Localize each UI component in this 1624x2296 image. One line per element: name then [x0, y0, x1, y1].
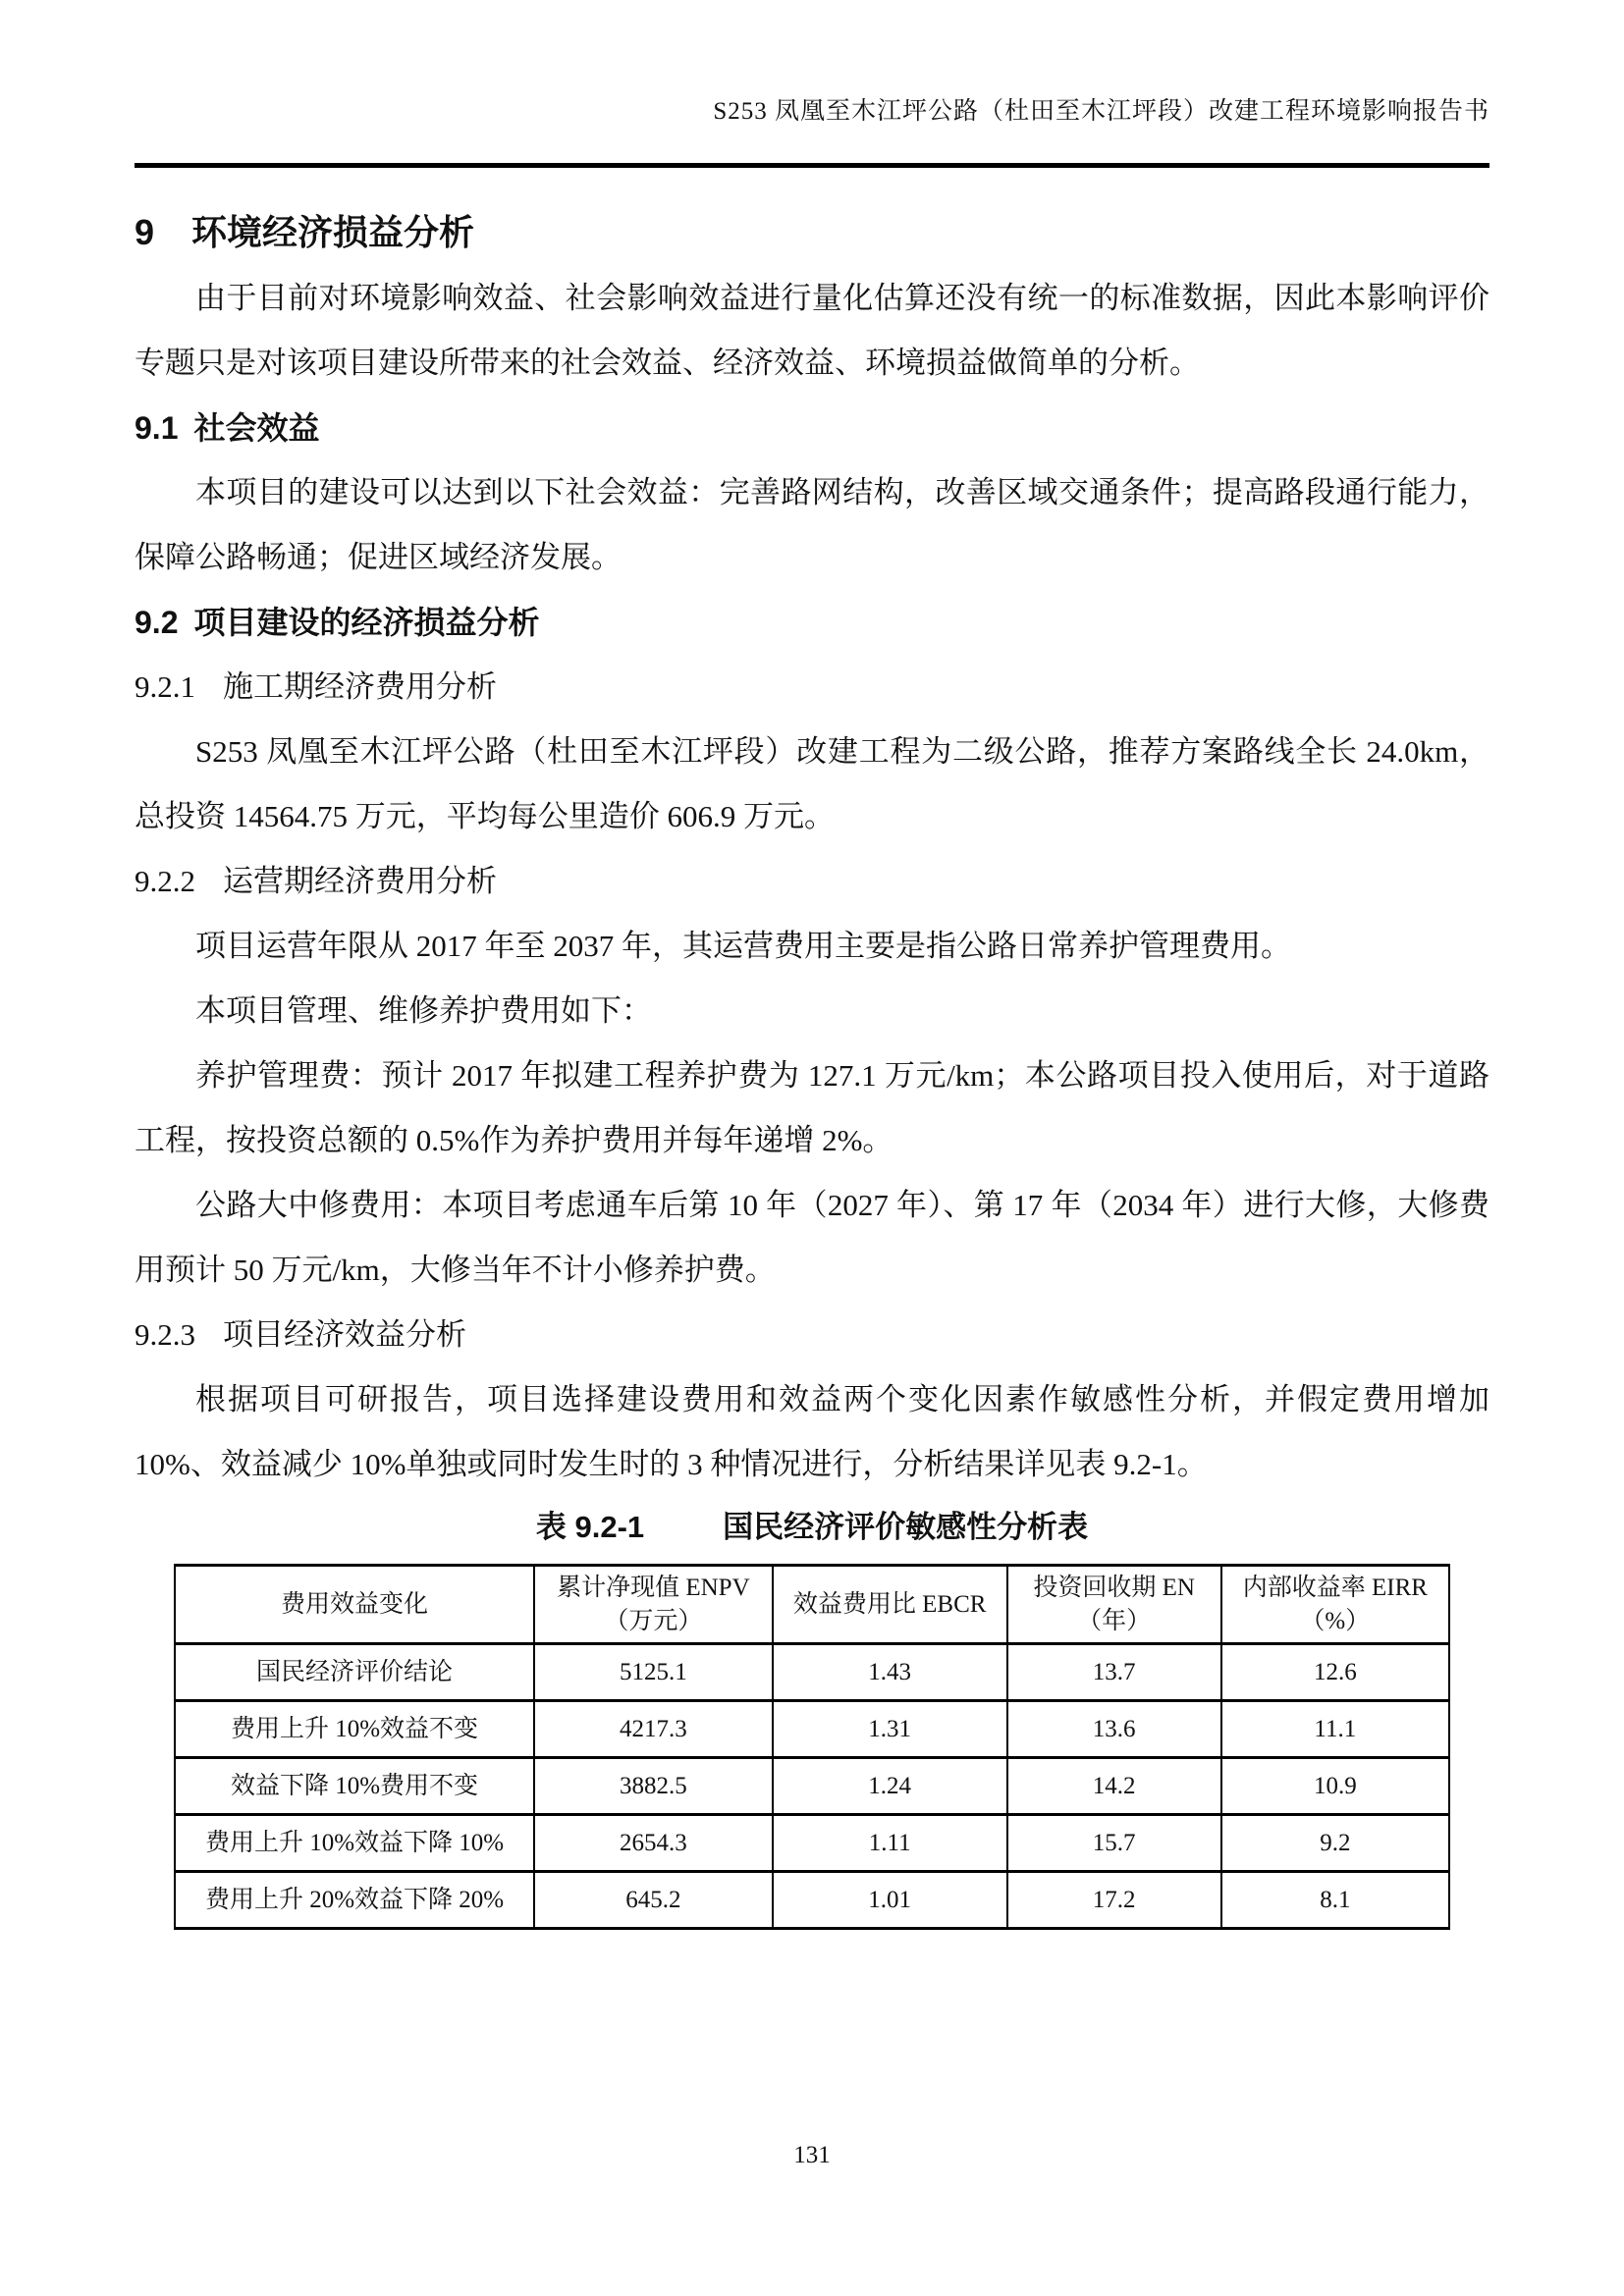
- section-9-2-2-title: 运营期经济费用分析: [223, 864, 497, 898]
- paragraph-maintenance-intro: 本项目管理、维修养护费用如下：: [195, 993, 652, 1028]
- table-cell: 费用上升 20%效益下降 20%: [175, 1872, 534, 1929]
- table-cell: 费用上升 10%效益下降 10%: [175, 1815, 534, 1872]
- paragraph-major-repair-fee: 公路大中修费用：本项目考虑通车后第 10 年（2027 年）、第 17 年（2034 年）进行大修，大修费用预计 50 万元/km，大修当年不计小修养护费。: [135, 1188, 1489, 1287]
- paragraph-construction-cost: S253 凤凰至木江坪公路（杜田至木江坪段）改建工程为二级公路，推荐方案路线全长 24.0km，总投资 14564.75 万元，平均每公里造价 606.9 万元。: [135, 734, 1489, 833]
- table-cell: 12.6: [1221, 1644, 1449, 1701]
- table-cell: 9.2: [1221, 1815, 1449, 1872]
- col-header-cost-benefit-change: [175, 1566, 534, 1644]
- col-header-eirr: [1221, 1566, 1449, 1644]
- col-header-line2: （年）: [1077, 1607, 1152, 1634]
- col-header-line1: 效益费用比 EBCR: [792, 1590, 987, 1618]
- table-caption-title: 国民经济评价敏感性分析表: [723, 1510, 1089, 1544]
- table-row: [175, 1815, 1449, 1872]
- paragraph-social-benefit: 本项目的建设可以达到以下社会效益：完善路网结构，改善区域交通条件；提高路段通行能力，保障公路畅通；促进区域经济发展。: [135, 475, 1489, 574]
- col-header-line1: 累计净现值 ENPV: [557, 1574, 750, 1601]
- section-9-1-title: 社会效益: [193, 410, 320, 446]
- table-caption-label: 表 9.2-1: [535, 1510, 645, 1544]
- paragraph-operation-years: 项目运营年限从 2017 年至 2037 年，其运营费用主要是指公路日常养护管理费用。: [195, 929, 1291, 963]
- section-9-2-1-heading: [135, 655, 1489, 720]
- col-header-line2: （万元）: [604, 1607, 703, 1634]
- table-cell: 13.7: [1007, 1644, 1221, 1701]
- table-cell: 3882.5: [534, 1758, 773, 1815]
- table-cell: 1.31: [773, 1701, 1007, 1758]
- paragraph-intro: 由于目前对环境影响效益、社会影响效益进行量化估算还没有统一的标准数据，因此本影响评价专题只是对该项目建设所带来的社会效益、经济效益、环境损益做简单的分析。: [135, 281, 1489, 380]
- sensitivity-analysis-table: [174, 1564, 1450, 1930]
- col-header-line1: 投资回收期 EN: [1033, 1574, 1195, 1601]
- table-cell: 2654.3: [534, 1815, 773, 1872]
- table-cell: 8.1: [1221, 1872, 1449, 1929]
- table-row: [175, 1644, 1449, 1701]
- section-9-2-1-title: 施工期经济费用分析: [223, 669, 497, 704]
- col-header-ebcr: [773, 1566, 1007, 1644]
- paragraph-sensitivity-analysis: 根据项目可研报告，项目选择建设费用和效益两个变化因素作敏感性分析，并假定费用增加 10%、效益减少 10%单独或同时发生时的 3 种情况进行，分析结果详见表 9.2-1。: [135, 1382, 1489, 1481]
- table-row: [175, 1872, 1449, 1929]
- table-cell: 13.6: [1007, 1701, 1221, 1758]
- col-header-line2: （%）: [1300, 1607, 1371, 1634]
- section-9-2-3-heading: [135, 1303, 1489, 1367]
- table-cell: 17.2: [1007, 1872, 1221, 1929]
- section-9-1-number: 9.1: [135, 410, 179, 446]
- table-cell: 14.2: [1007, 1758, 1221, 1815]
- table-cell: 15.7: [1007, 1815, 1221, 1872]
- table-cell: 4217.3: [534, 1701, 773, 1758]
- table-cell: 效益下降 10%费用不变: [175, 1758, 534, 1815]
- col-header-line1: 内部收益率 EIRR: [1242, 1574, 1428, 1601]
- table-cell: 10.9: [1221, 1758, 1449, 1815]
- col-header-enpv: [534, 1566, 773, 1644]
- table-cell: 1.43: [773, 1644, 1007, 1701]
- table-cell: 11.1: [1221, 1701, 1449, 1758]
- section-9-2-2-heading: [135, 849, 1489, 914]
- table-cell: 1.11: [773, 1815, 1007, 1872]
- table-cell: 费用上升 10%效益不变: [175, 1701, 534, 1758]
- running-header-title: S253 凤凰至木江坪公路（杜田至木江坪段）改建工程环境影响报告书: [713, 98, 1489, 125]
- table-header-row: [175, 1566, 1449, 1644]
- table-cell: 1.01: [773, 1872, 1007, 1929]
- table-header: [175, 1566, 1449, 1644]
- section-9-2-number: 9.2: [135, 605, 179, 640]
- section-9-2-title: 项目建设的经济损益分析: [193, 605, 540, 640]
- section-9-2-1-number: 9.2.1: [135, 669, 195, 704]
- section-9-2-3-title: 项目经济效益分析: [223, 1317, 466, 1352]
- table-body: [175, 1644, 1449, 1929]
- section-9-1-heading: [135, 396, 1489, 460]
- page-number: 131: [793, 2142, 831, 2168]
- table-row: [175, 1701, 1449, 1758]
- section-9-2-3-number: 9.2.3: [135, 1317, 195, 1352]
- section-9-title: 环境经济损益分析: [191, 212, 475, 252]
- header-rule: [135, 163, 1489, 168]
- table-row: [175, 1758, 1449, 1815]
- col-header-line1: 费用效益变化: [281, 1590, 429, 1618]
- section-9-2-heading: [135, 590, 1489, 655]
- section-9-number: 9: [135, 212, 155, 252]
- table-cell: 国民经济评价结论: [175, 1644, 534, 1701]
- table-caption: [135, 1503, 1489, 1552]
- table-cell: 5125.1: [534, 1644, 773, 1701]
- table-cell: 1.24: [773, 1758, 1007, 1815]
- col-header-payback-period: [1007, 1566, 1221, 1644]
- section-9-2-2-number: 9.2.2: [135, 864, 195, 898]
- paragraph-maintenance-fee: 养护管理费：预计 2017 年拟建工程养护费为 127.1 万元/km；本公路项目投入使用后，对于道路工程，按投资总额的 0.5%作为养护费用并每年递增 2%。: [135, 1058, 1489, 1157]
- section-9-heading: [135, 207, 1489, 258]
- table-cell: 645.2: [534, 1872, 773, 1929]
